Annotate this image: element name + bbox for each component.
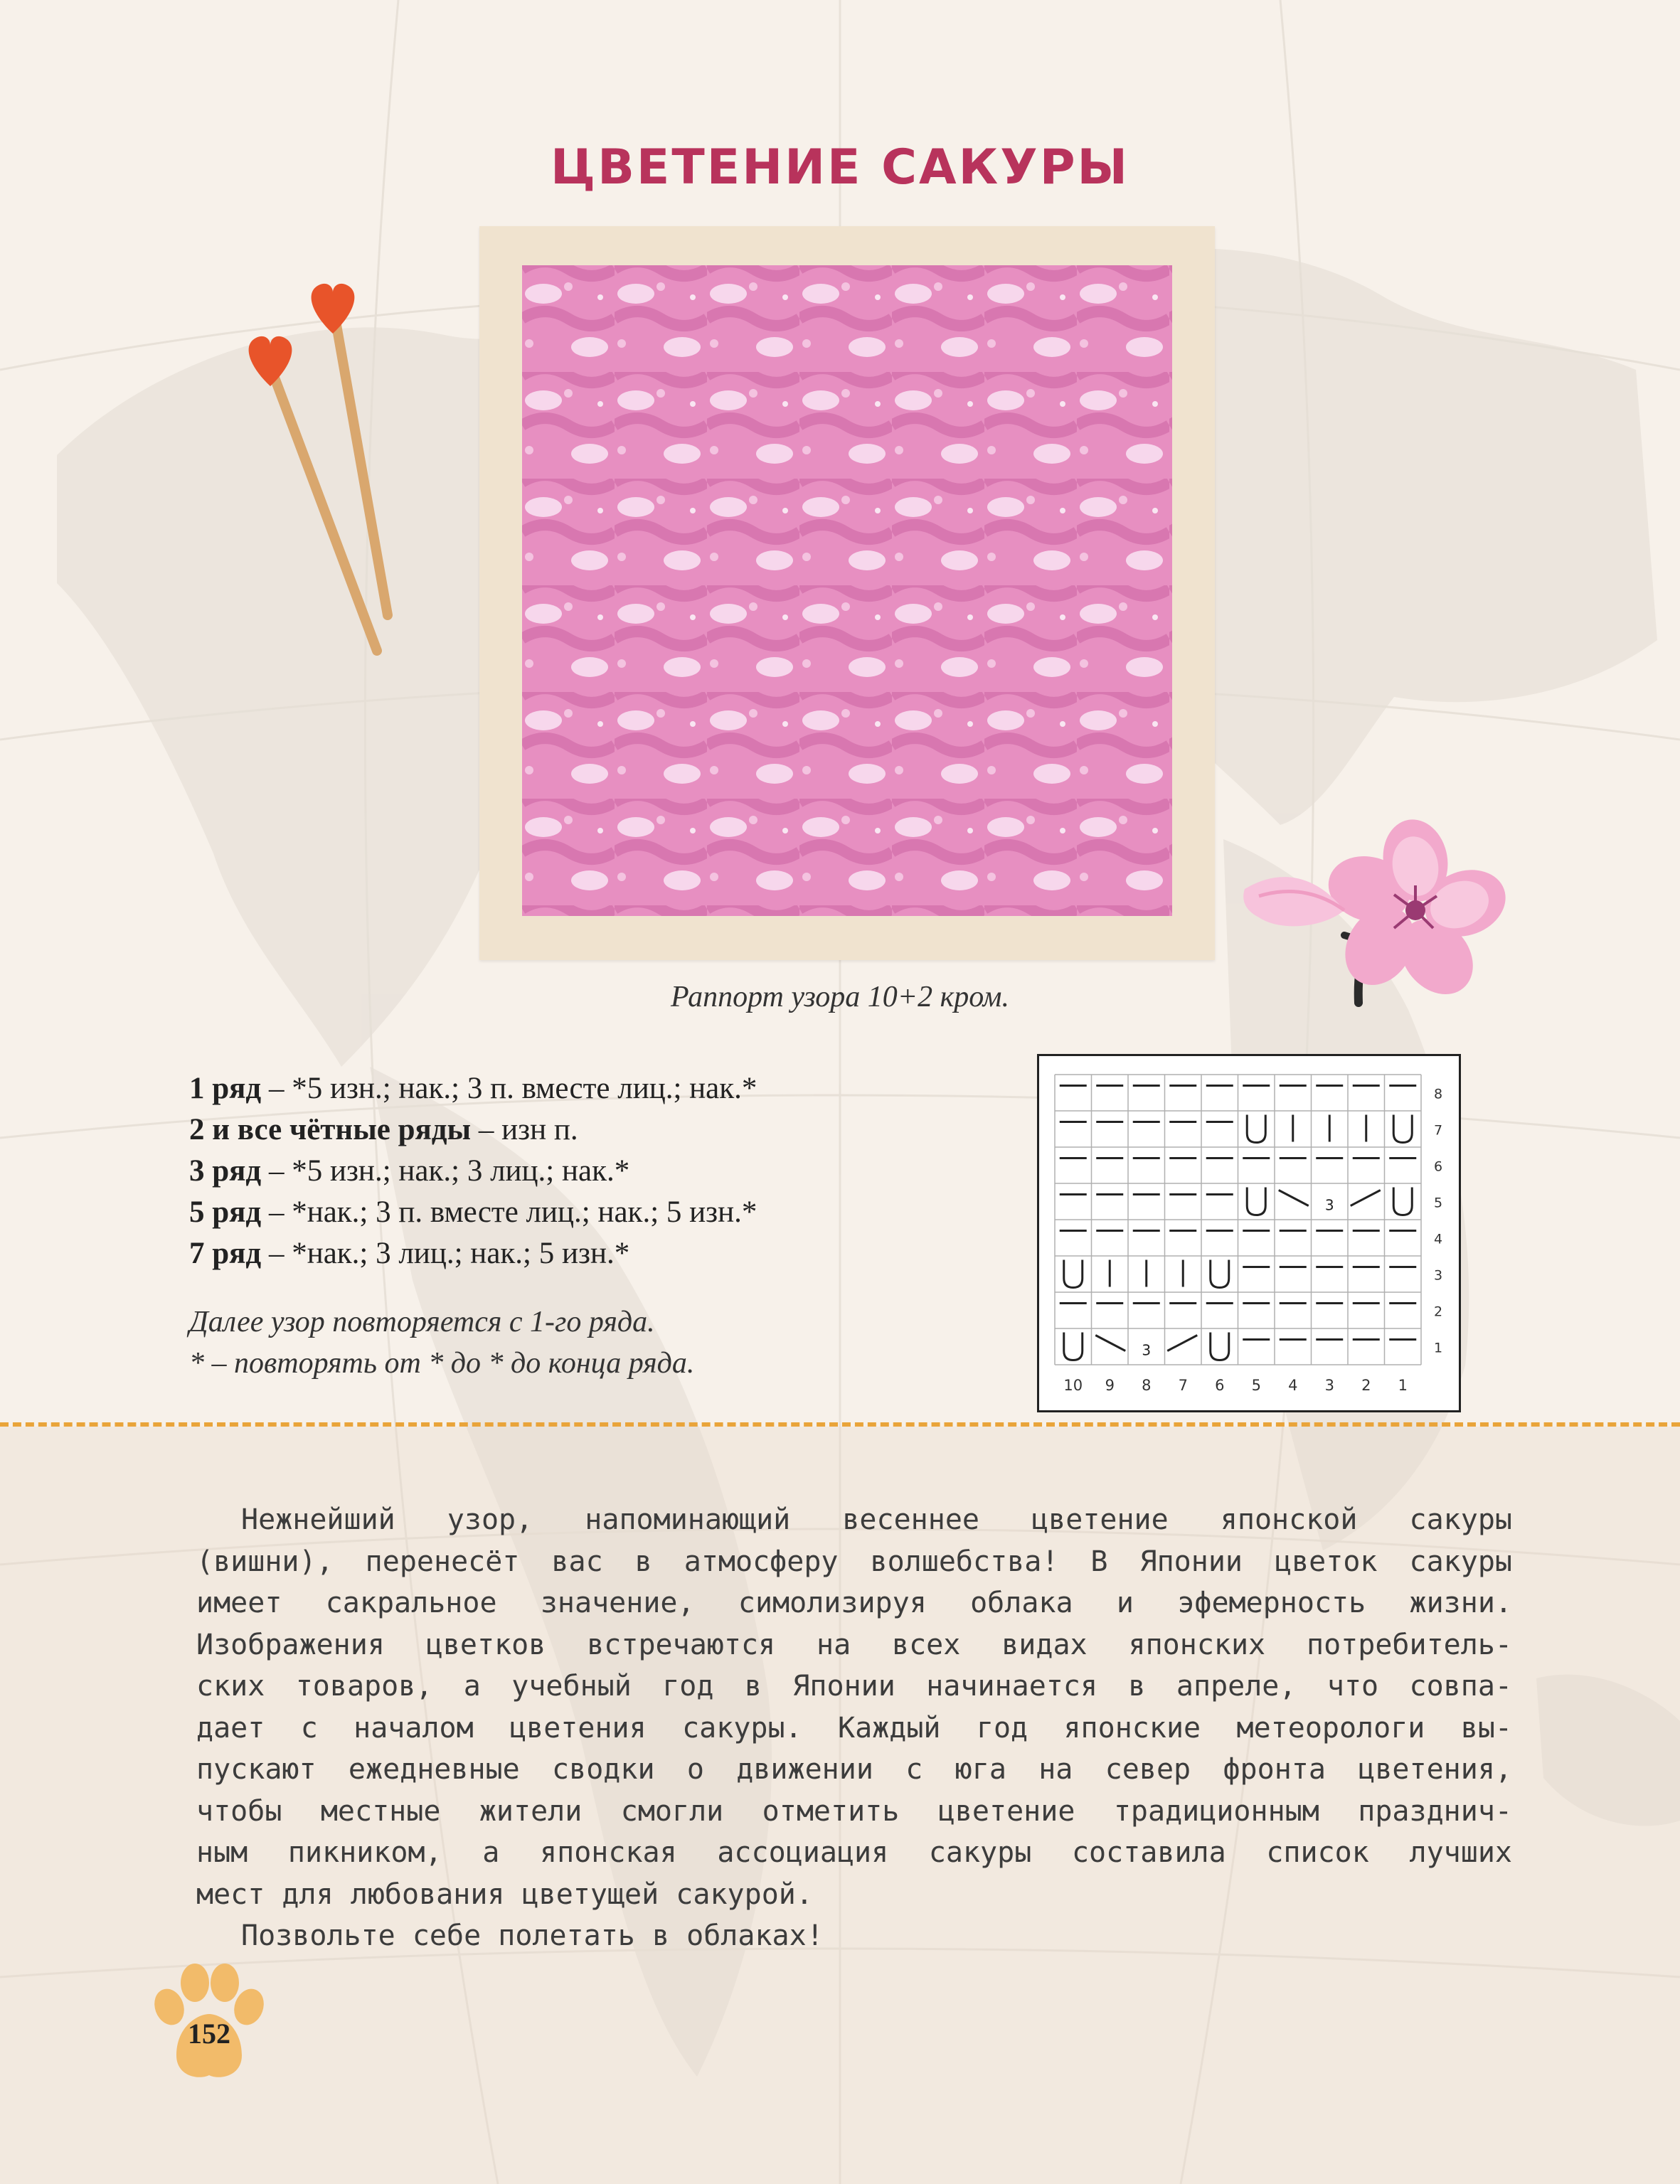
body-line: ских товаров, а учебный год в Японии начинается в апреле, что совпа- bbox=[196, 1670, 1512, 1703]
chart-column-label: 8 bbox=[1142, 1377, 1152, 1394]
chart-row-label: 1 bbox=[1433, 1340, 1443, 1356]
row-label: 5 ряд bbox=[189, 1195, 262, 1229]
chart-row-label: 3 bbox=[1433, 1267, 1443, 1284]
page-number: 152 bbox=[188, 2018, 230, 2050]
asterisk-note: * – повторять от * до * до конца ряда. bbox=[189, 1347, 695, 1380]
chart-column-label: 7 bbox=[1178, 1377, 1188, 1394]
row-instructions bbox=[189, 1068, 1014, 1274]
row-label: 1 ряд bbox=[189, 1072, 262, 1105]
chart-row-label: 5 bbox=[1433, 1195, 1443, 1211]
three-together-symbol: 3 bbox=[1324, 1196, 1334, 1214]
chart-row-label: 7 bbox=[1433, 1122, 1443, 1139]
row-text: – *нак.; 3 п. вместе лиц.; нак.; 5 изн.* bbox=[261, 1195, 757, 1229]
decrease-right-symbol bbox=[1351, 1190, 1381, 1206]
yarn-over-symbol bbox=[1393, 1115, 1412, 1143]
knitting-chart-grid bbox=[1039, 1056, 1459, 1410]
yarn-over-symbol bbox=[1247, 1115, 1265, 1143]
yarn-over-symbol bbox=[1064, 1333, 1083, 1360]
instruction-row-1 bbox=[189, 1068, 1014, 1109]
chart-row-label: 8 bbox=[1433, 1086, 1443, 1102]
row-text: – *нак.; 3 лиц.; нак.; 5 изн.* bbox=[261, 1237, 630, 1270]
row-text: – *5 изн.; нак.; 3 п. вместе лиц.; нак.* bbox=[261, 1072, 757, 1105]
instruction-row-4 bbox=[189, 1192, 1014, 1233]
chart-column-label: 9 bbox=[1105, 1377, 1115, 1394]
yarn-over-symbol bbox=[1211, 1333, 1229, 1360]
chart-column-label: 10 bbox=[1063, 1377, 1083, 1394]
knitting-chart bbox=[1037, 1054, 1461, 1412]
body-line: чтобы местные жители смогли отметить цветение традиционным празднич- bbox=[196, 1794, 1512, 1828]
chart-row-label: 4 bbox=[1433, 1231, 1443, 1247]
photo-frame bbox=[479, 226, 1215, 960]
page-title: ЦВЕТЕНИЕ САКУРЫ bbox=[551, 139, 1129, 196]
row-label: 3 ряд bbox=[189, 1154, 262, 1188]
chart-column-label: 6 bbox=[1215, 1377, 1225, 1394]
chart-column-label: 5 bbox=[1251, 1377, 1261, 1394]
dashed-divider bbox=[0, 1422, 1680, 1427]
chart-column-label: 2 bbox=[1361, 1377, 1371, 1394]
body-line: (вишни), перенесёт вас в атмосферу волшебства! В Японии цветок сакуры bbox=[196, 1545, 1512, 1578]
body-line: ным пикником, а японская ассоциация сакуры составила список лучших bbox=[196, 1836, 1512, 1869]
decrease-right-symbol bbox=[1167, 1336, 1197, 1351]
row-label: 7 ряд bbox=[189, 1237, 262, 1270]
row-text: – *5 изн.; нак.; 3 лиц.; нак.* bbox=[261, 1154, 630, 1188]
yarn-over-symbol bbox=[1211, 1260, 1229, 1288]
decrease-left-symbol bbox=[1279, 1190, 1309, 1206]
pattern-caption: Раппорт узора 10+2 кром. bbox=[671, 981, 1009, 1013]
chart-row-label: 6 bbox=[1433, 1158, 1443, 1175]
decrease-left-symbol bbox=[1095, 1336, 1125, 1351]
three-together-symbol: 3 bbox=[1142, 1341, 1152, 1359]
body-line: Нежнейший узор, напоминающий весеннее цветение японской сакуры bbox=[241, 1503, 1512, 1536]
yarn-over-symbol bbox=[1393, 1188, 1412, 1215]
chart-row-label: 2 bbox=[1433, 1304, 1443, 1320]
body-line: мест для любования цветущей сакурой. bbox=[196, 1877, 813, 1911]
body-line: имеет сакральное значение, симолизируя облака и эфемерность жизни. bbox=[196, 1587, 1512, 1619]
body-line: пускают ежедневные сводки о движении с юга на север фронта цветения, bbox=[196, 1753, 1512, 1786]
yarn-over-symbol bbox=[1247, 1188, 1265, 1215]
instruction-row-5 bbox=[189, 1233, 1014, 1274]
chart-column-label: 4 bbox=[1288, 1377, 1298, 1394]
knitted-sample-photo bbox=[522, 265, 1172, 916]
repeat-note: Далее узор повторяется с 1-го ряда. bbox=[189, 1306, 655, 1338]
description-text bbox=[196, 1499, 1512, 1957]
row-text: – изн п. bbox=[471, 1113, 578, 1146]
knitting-needles-icon bbox=[235, 274, 420, 672]
body-final-line: Позвольте себе полетать в облаках! bbox=[241, 1919, 824, 1952]
body-line: Изображения цветков встречаются на всех видах японских потребитель- bbox=[196, 1628, 1512, 1661]
instruction-row-2 bbox=[189, 1109, 1014, 1151]
chart-column-label: 3 bbox=[1324, 1377, 1334, 1394]
row-label: 2 и все чётные ряды bbox=[189, 1113, 472, 1146]
chart-column-label: 1 bbox=[1398, 1377, 1408, 1394]
instruction-row-3 bbox=[189, 1151, 1014, 1192]
body-line: дает с началом цветения сакуры. Каждый год японские метеорологи вы- bbox=[196, 1711, 1512, 1744]
pattern-notes bbox=[189, 1301, 1014, 1384]
yarn-over-symbol bbox=[1064, 1260, 1083, 1288]
